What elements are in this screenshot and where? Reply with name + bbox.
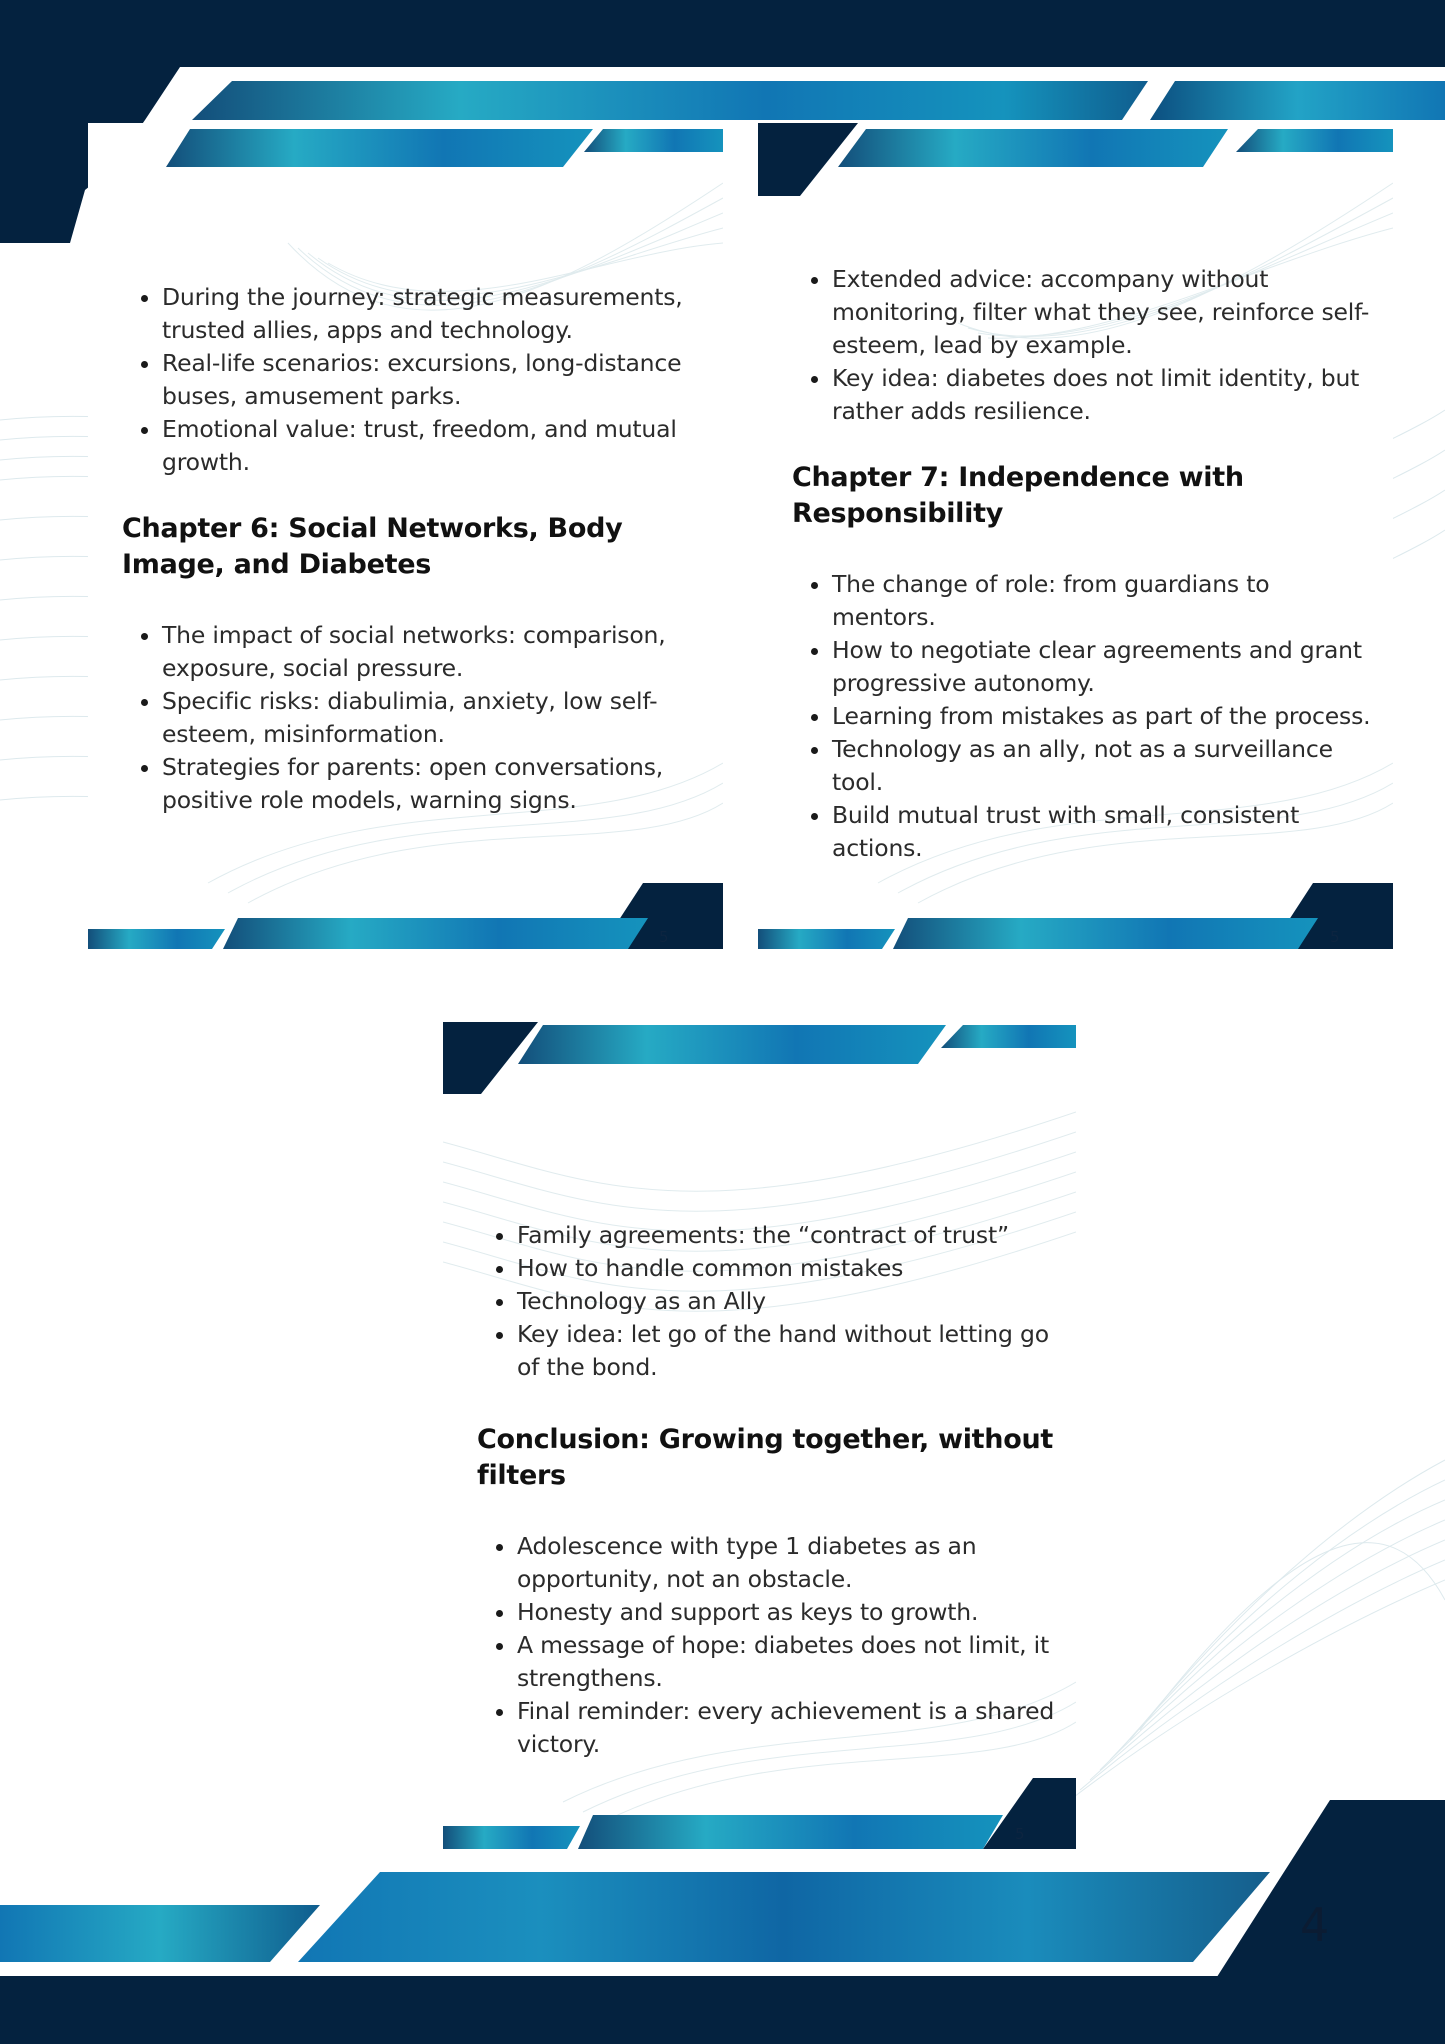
list-item: Learning from mistakes as part of the process. xyxy=(832,700,1377,733)
list-item: Adolescence with type 1 diabetes as an opportunity, not an obstacle. xyxy=(517,1530,1062,1596)
bullet-list-top xyxy=(792,263,1377,428)
bullet-list-top xyxy=(122,281,707,479)
list-item: The impact of social networks: comparison, exposure, social pressure. xyxy=(162,619,707,685)
list-item: How to handle common mistakes xyxy=(517,1252,1062,1285)
page-number: 4 xyxy=(1300,1898,1330,1952)
slide-panel-2 xyxy=(758,123,1393,949)
bullet-list-bottom xyxy=(477,1530,1062,1761)
list-item: A message of hope: diabetes does not limit, it strengthens. xyxy=(517,1629,1062,1695)
list-item: Key idea: diabetes does not limit identity, but rather adds resilience. xyxy=(832,362,1377,428)
list-item: The change of role: from guardians to mentors. xyxy=(832,568,1377,634)
list-item: Final reminder: every achievement is a shared victory. xyxy=(517,1695,1062,1761)
slide-page-label: 5 xyxy=(1330,928,1340,946)
bottom-gradient-band xyxy=(298,1872,1270,1962)
list-item: Strategies for parents: open conversations, positive role models, warning signs. xyxy=(162,751,707,817)
chapter-heading: Chapter 7: Independence with Responsibility xyxy=(792,462,1244,529)
list-item: Specific risks: diabulimia, anxiety, low self-esteem, misinformation. xyxy=(162,685,707,751)
bullet-list-bottom xyxy=(792,568,1377,865)
chapter-heading: Chapter 6: Social Networks, Body Image, and Diabetes xyxy=(122,513,623,580)
list-item: Technology as an ally, not as a surveillance tool. xyxy=(832,733,1377,799)
top-gradient-band xyxy=(192,81,1148,120)
bullet-list-bottom xyxy=(122,619,707,817)
chapter-heading: Conclusion: Growing together, without filters xyxy=(477,1424,1053,1491)
slide-panel-3 xyxy=(443,1022,1076,1849)
list-item: Real-life scenarios: excursions, long-distance buses, amusement parks. xyxy=(162,347,707,413)
bottom-left-gradient-band xyxy=(0,1905,320,1962)
list-item: During the journey: strategic measurements, trusted allies, apps and technology. xyxy=(162,281,707,347)
list-item: Family agreements: the “contract of trust” xyxy=(517,1219,1062,1252)
slide-panel-1 xyxy=(88,123,723,949)
list-item: How to negotiate clear agreements and grant progressive autonomy. xyxy=(832,634,1377,700)
list-item: Key idea: let go of the hand without letting go of the bond. xyxy=(517,1318,1062,1384)
list-item: Technology as an Ally xyxy=(517,1285,1062,1318)
top-gradient-band-right xyxy=(1150,81,1445,120)
bottom-navy-bar xyxy=(0,1976,1445,2044)
slide-page-label: 5 xyxy=(659,928,669,946)
list-item: Extended advice: accompany without monitoring, filter what they see, reinforce self-esteem, lead by example. xyxy=(832,263,1377,362)
bullet-list-top xyxy=(477,1219,1062,1384)
slide-page-label: 5 xyxy=(1015,1825,1025,1843)
list-item: Emotional value: trust, freedom, and mutual growth. xyxy=(162,413,707,479)
list-item: Honesty and support as keys to growth. xyxy=(517,1596,1062,1629)
list-item: Build mutual trust with small, consistent actions. xyxy=(832,799,1377,865)
